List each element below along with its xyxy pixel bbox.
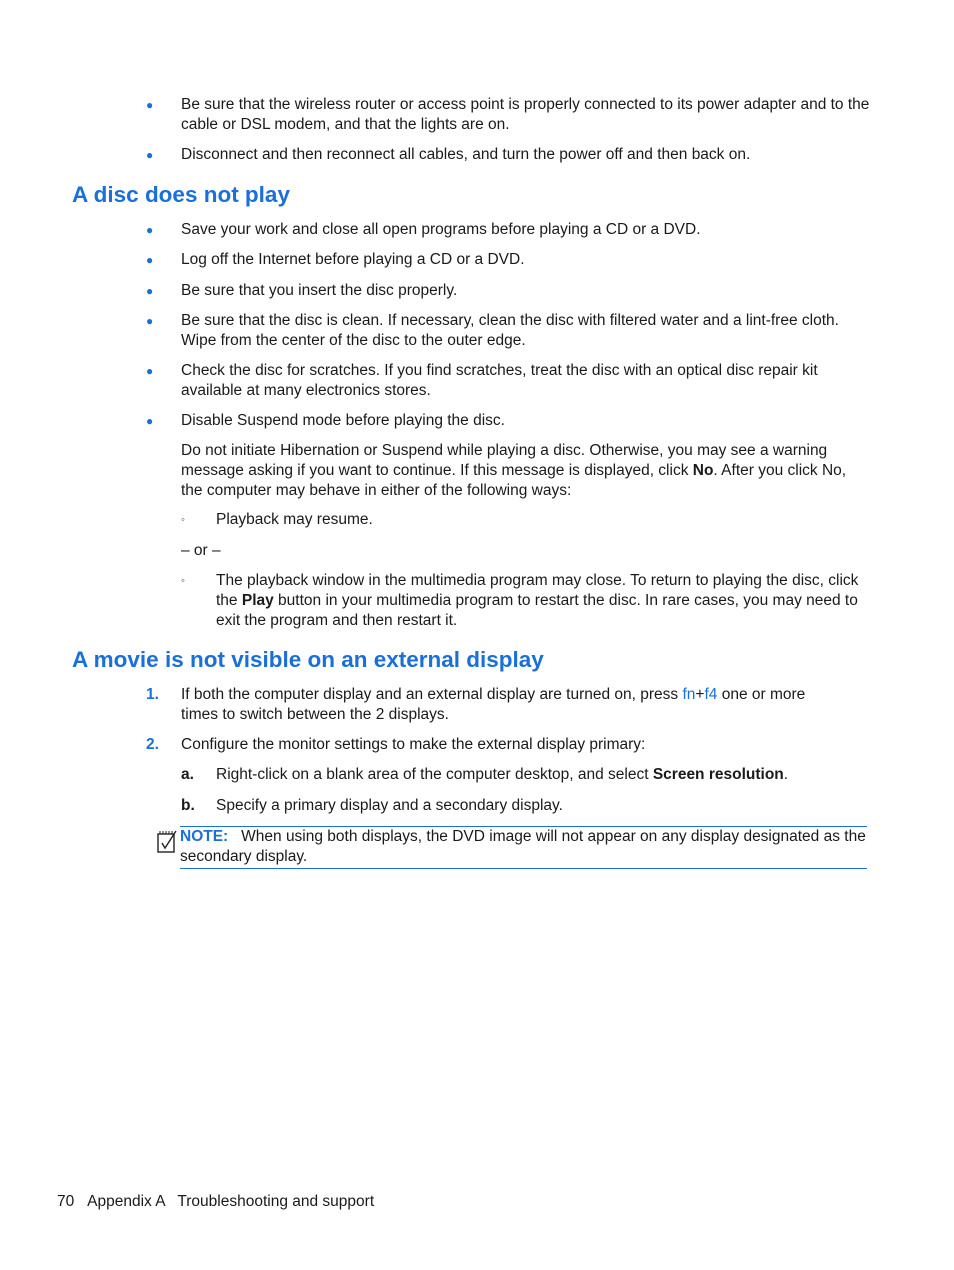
- step-1: If both the computer display and an external display are turned on, press fn+f4 one or more times to switch between the 2 displays.: [181, 686, 806, 723]
- substep-a: Right-click on a blank area of the computer desktop, and select Screen resolution.: [216, 766, 789, 783]
- note-text: When using both displays, the DVD image will not appear on any display designated as the secondary display.: [180, 828, 866, 865]
- note-label: NOTE:: [180, 828, 229, 845]
- note-icon: [156, 828, 180, 854]
- fn-key: fn: [682, 686, 696, 703]
- or-separator: – or –: [181, 542, 221, 559]
- page-footer: [57, 1192, 374, 1212]
- disc-bullet-5: Check the disc for scratches. If you find scratches, treat the disc with an optical disc repair kit available at many electronics stores.: [181, 362, 818, 399]
- disc-bullet-6: Disable Suspend mode before playing the disc.: [181, 412, 505, 429]
- bullet-marker: ●: [146, 148, 154, 162]
- bullet-marker: ●: [146, 314, 154, 328]
- section-heading-disc: A disc does not play: [72, 182, 290, 207]
- f4-key: f4: [704, 686, 718, 703]
- intro-bullet-2: Disconnect and then reconnect all cables, and turn the power off and then back on.: [181, 146, 751, 163]
- disc-bullet-1: Save your work and close all open programs before playing a CD or a DVD.: [181, 221, 701, 238]
- bullet-marker: ●: [146, 253, 154, 267]
- disc-bullet-4: Be sure that the disc is clean. If necessary, clean the disc with filtered water and a lint-free cloth. Wipe from the center of the disc to the outer edge.: [181, 312, 839, 349]
- sub-bullet-marker: ◦: [181, 514, 185, 526]
- substep-b: Specify a primary display and a secondary display.: [216, 797, 563, 814]
- substep-label-b: b.: [181, 797, 195, 814]
- page-number: 70: [57, 1193, 75, 1210]
- bullet-marker: ●: [146, 414, 154, 428]
- bullet-marker: ●: [146, 223, 154, 237]
- disc-bullet-3: Be sure that you insert the disc properly.: [181, 282, 458, 299]
- sub-item-playback-close: The playback window in the multimedia program may close. To return to playing the disc, click the Play button in your multimedia program to restart the disc. In rare cases, you may need to exit the program and then restart it.: [216, 572, 859, 629]
- step-number-1: 1.: [146, 686, 159, 703]
- sub-bullet-marker: ◦: [181, 575, 185, 587]
- disc-bullet-2: Log off the Internet before playing a CD or a DVD.: [181, 251, 525, 268]
- section-heading-movie: A movie is not visible on an external display: [72, 647, 544, 672]
- footer-chapter: Appendix A Troubleshooting and support: [87, 1193, 375, 1210]
- substep-label-a: a.: [181, 766, 194, 783]
- bullet-marker: ●: [146, 284, 154, 298]
- note-content: [180, 827, 867, 867]
- bullet-marker: ●: [146, 98, 154, 112]
- sub-item-playback-resume: Playback may resume.: [216, 511, 373, 528]
- intro-bullet-1: Be sure that the wireless router or access point is properly connected to its power adapter and to the cable or DSL modem, and that the lights are on.: [181, 96, 870, 133]
- step-number-2: 2.: [146, 736, 159, 753]
- suspend-paragraph: Do not initiate Hibernation or Suspend while playing a disc. Otherwise, you may see a warning message asking if you want to continue. If this message is displayed, click No. After you click No, the computer may behave in either of the following ways:: [181, 442, 847, 499]
- step-2: Configure the monitor settings to make the external display primary:: [181, 736, 646, 753]
- bullet-marker: ●: [146, 364, 154, 378]
- note-box: [180, 826, 867, 869]
